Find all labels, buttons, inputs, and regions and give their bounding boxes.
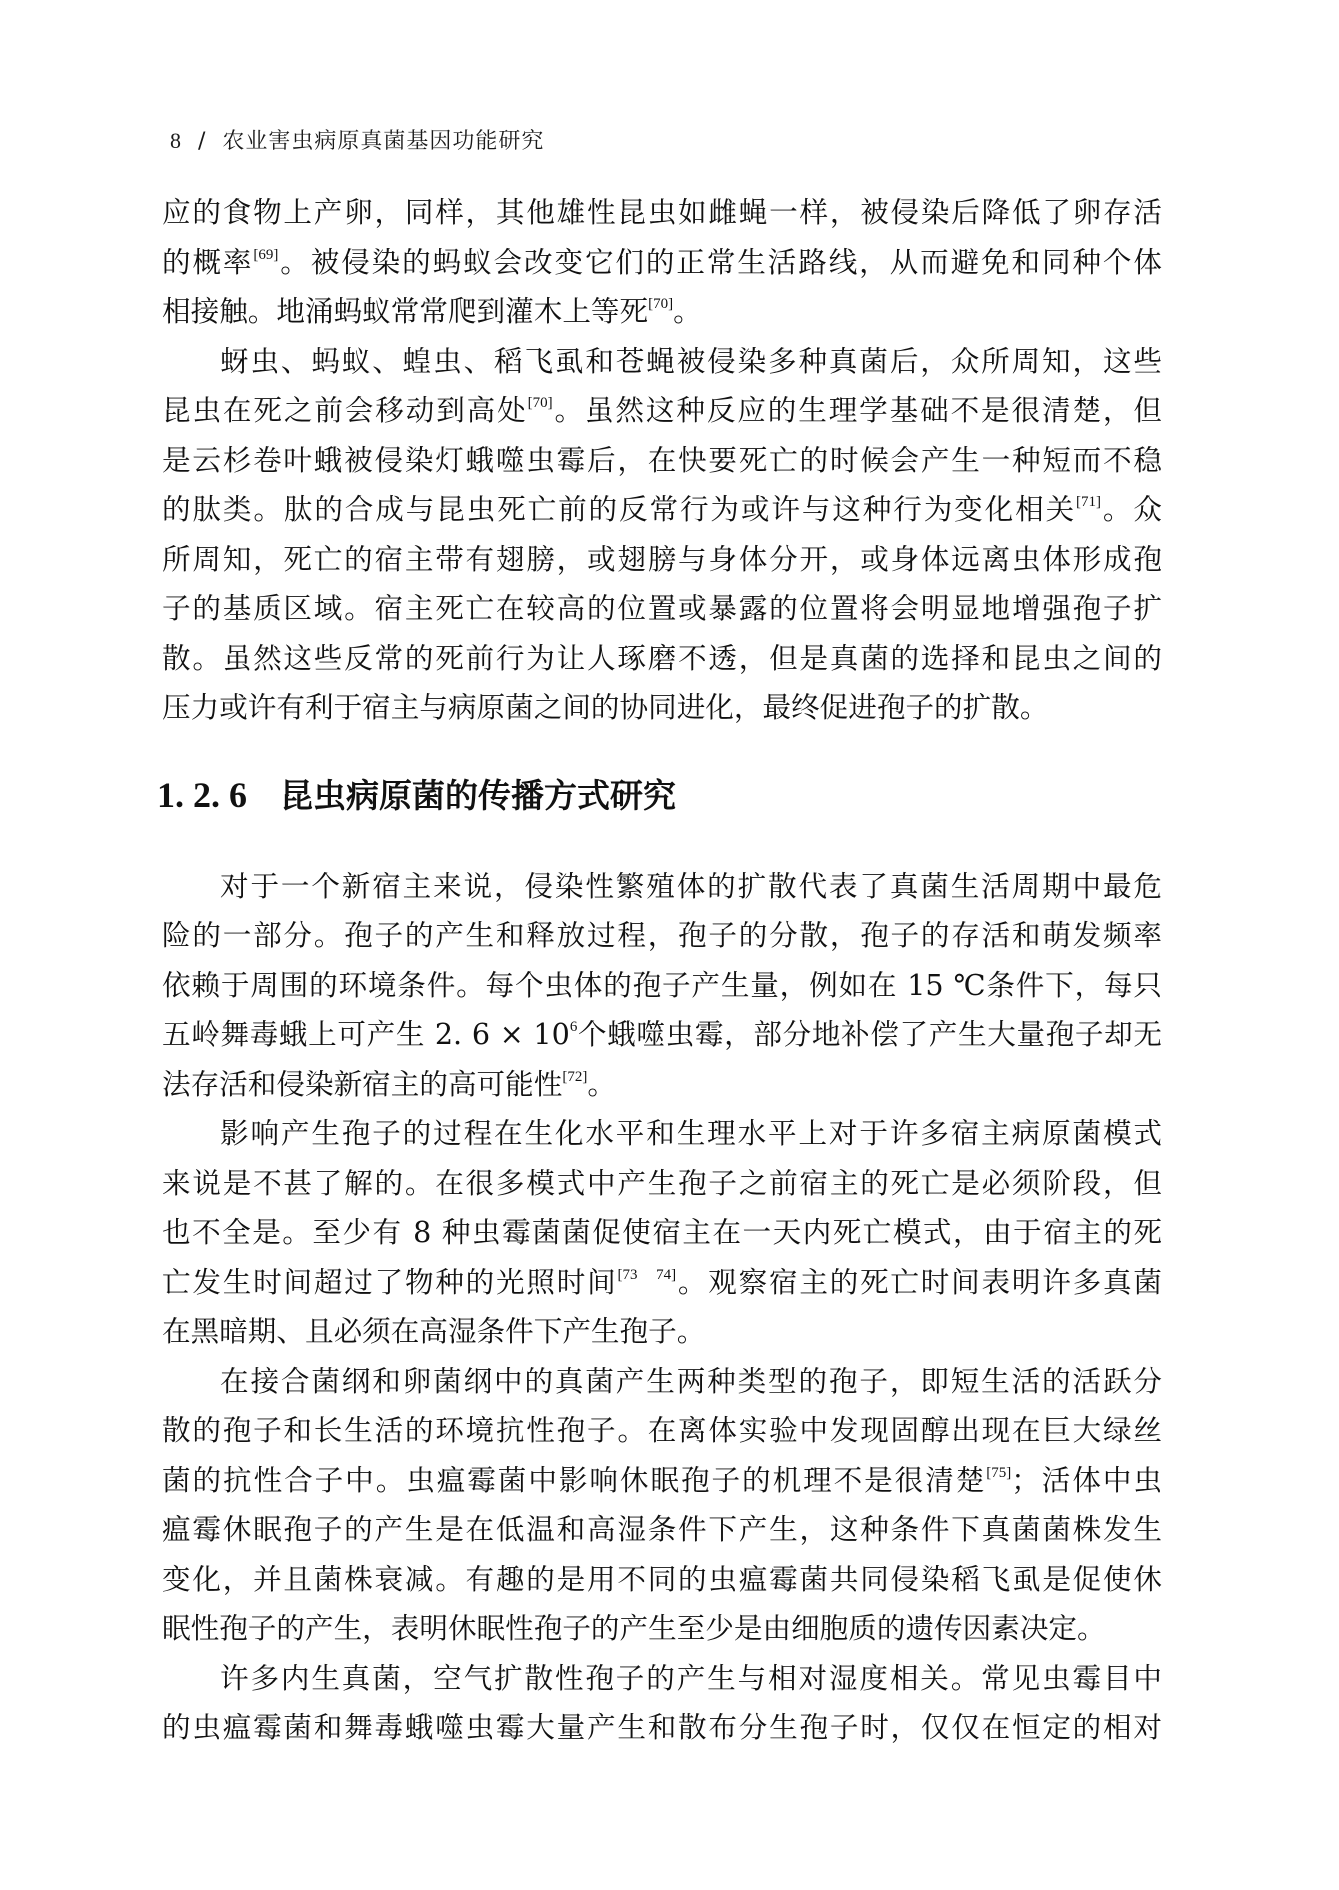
text-line: 五岭舞毒蛾上可产生 2. $6 \times 10^6$个蛾噬虫霉，部分地补偿了产生大量孢子却无 <box>162 1017 1162 1051</box>
paragraph-4 <box>162 1109 1162 1357</box>
section-title: 昆虫病原菌的传播方式研究 <box>280 775 676 815</box>
text-line: 压力或许有利于宿主与病原菌之间的协同进化，最终促进孢子的扩散。 <box>162 690 1049 724</box>
section-number: 1. 2. 6 <box>157 774 247 815</box>
text-line: 瘟霉休眠孢子的产生是在低温和高湿条件下产生，这种条件下真菌菌株发生 <box>162 1512 1162 1546</box>
citation: [71] <box>1076 494 1102 510</box>
text-line: 蚜虫、蚂蚁、蝗虫、稻飞虱和苍蝇被侵染多种真菌后，众所周知，这些 <box>220 343 1162 378</box>
text-line: 是云杉卷叶蛾被侵染灯蛾噬虫霉后，在快要死亡的时候会产生一种短而不稳 <box>162 442 1162 477</box>
citation: [72] <box>562 1068 588 1085</box>
text-line: 散的孢子和长生活的环境抗性孢子。在离体实验中发现固醇出现在巨大绿丝 <box>162 1413 1162 1447</box>
book-title: 农业害虫病原真菌基因功能研究 <box>222 129 545 154</box>
running-header <box>170 124 544 155</box>
text-line: 险的一部分。孢子的产生和释放过程，孢子的分散，孢子的存活和萌发频率 <box>162 918 1162 952</box>
text-line: 相接触。地涌蚂蚁常常爬到灌木上等死[70]。 <box>162 294 702 328</box>
text-line: 在黑暗期、且必须在高湿条件下产生孢子。 <box>162 1314 706 1348</box>
text-line: 散。虽然这些反常的死前行为让人琢磨不透，但是真菌的选择和昆虫之间的 <box>162 640 1162 675</box>
text-line: 的虫瘟霉菌和舞毒蛾噬虫霉大量产生和散布分生孢子时，仅仅在恒定的相对 <box>162 1710 1162 1744</box>
text-line: 对于一个新宿主来说，侵染性繁殖体的扩散代表了真菌生活周期中最危 <box>220 868 1162 903</box>
text-line: 眠性孢子的产生，表明休眠性孢子的产生至少是由细胞质的遗传因素决定。 <box>162 1611 1106 1645</box>
text-line: 来说是不甚了解的。在很多模式中产生孢子之前宿主的死亡是必须阶段，但 <box>162 1165 1162 1200</box>
text-line: 应的食物上产卵，同样，其他雄性昆虫如雌蝇一样，被侵染后降低了卵存活 <box>162 195 1162 229</box>
paragraph-1 <box>162 188 1162 337</box>
citation: [69] <box>253 246 279 263</box>
exponent: 6 <box>569 1019 578 1035</box>
citation: [70] <box>527 395 553 411</box>
text-line: 依赖于周围的环境条件。每个虫体的孢子产生量，例如在 15 ℃条件下，每只 <box>162 967 1162 1002</box>
section-heading <box>157 765 1162 825</box>
text-line: 也不全是。至少有 8 种虫霉菌菌促使宿主在一天内死亡模式，由于宿主的死 <box>162 1215 1162 1249</box>
text-line: 亡发生时间超过了物种的光照时间[73 74]。观察宿主的死亡时间表明许多真菌 <box>162 1264 1162 1299</box>
text-line: 法存活和侵染新宿主的高可能性[72]。 <box>162 1066 616 1101</box>
text-line: 变化，并且菌株衰减。有趣的是用不同的虫瘟霉菌共同侵染稻飞虱是促使休 <box>162 1561 1162 1596</box>
text-line: 的概率[69]。被侵染的蚂蚁会改变它们的正常生活路线，从而避免和同种个体 <box>162 244 1162 279</box>
text-line: 在接合菌纲和卵菌纲中的真菌产生两种类型的孢子，即短生活的活跃分 <box>220 1363 1162 1398</box>
citation: [73 74] <box>617 1266 677 1283</box>
paragraph-2 <box>162 337 1162 733</box>
page-body <box>157 188 1162 1753</box>
text-line: 的肽类。肽的合成与昆虫死亡前的反常行为或许与这种行为变化相关[71]。众 <box>162 492 1162 526</box>
text-line: 影响产生孢子的过程在生化水平和生理水平上对于许多宿主病原菌模式 <box>220 1116 1162 1150</box>
page-number: 8 <box>170 128 182 153</box>
text-line: 菌的抗性合子中。虫瘟霉菌中影响休眠孢子的机理不是很清楚[75]；活体中虫 <box>162 1462 1162 1497</box>
header-separator: / <box>198 129 207 154</box>
paragraph-5 <box>162 1357 1162 1654</box>
paragraph-3 <box>162 862 1162 1110</box>
citation: [75] <box>986 1464 1012 1481</box>
text-line: 昆虫在死之前会移动到高处[70]。虽然这种反应的生理学基础不是很清楚，但 <box>162 393 1162 427</box>
text-line: 子的基质区域。宿主死亡在较高的位置或暴露的位置将会明显地增强孢子扩 <box>162 591 1162 625</box>
text-line: 所周知，死亡的宿主带有翅膀，或翅膀与身体分开，或身体远离虫体形成孢 <box>162 541 1162 576</box>
text-line: 许多内生真菌，空气扩散性孢子的产生与相对湿度相关。常见虫霉目中 <box>220 1660 1162 1695</box>
paragraph-6 <box>162 1654 1162 1753</box>
citation: [70] <box>648 296 674 312</box>
